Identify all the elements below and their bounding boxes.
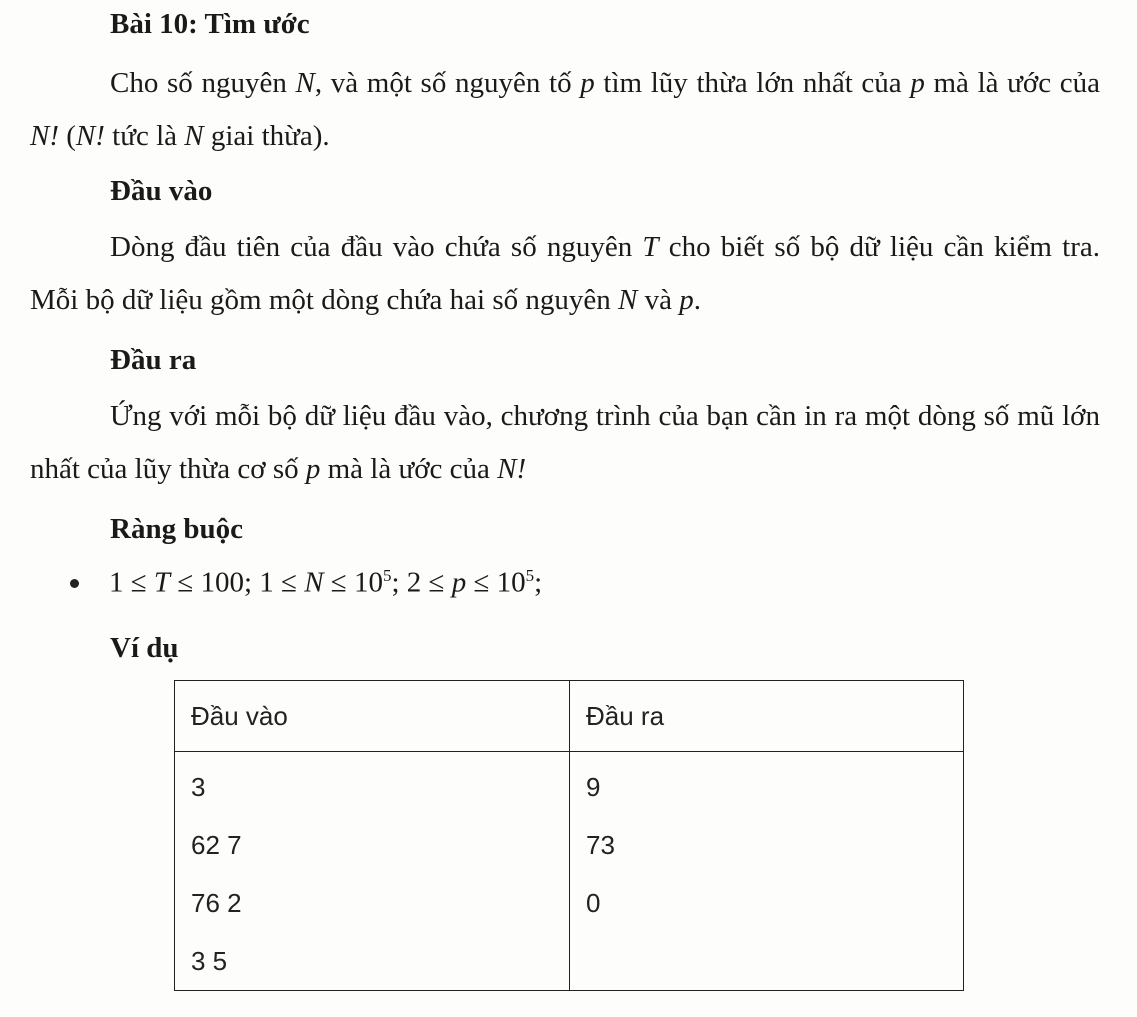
table-row (175, 752, 964, 817)
input-heading: Đầu vào (110, 175, 213, 207)
output-cell: 73 (570, 816, 964, 874)
example-heading: Ví dụ (110, 632, 179, 664)
constraints-list-item: 1 ≤ T ≤ 100; $1 \le N \le 10^5$; $2 \le p \le 10^5$; (70, 566, 542, 600)
input-column-header: Đầu vào (175, 681, 570, 752)
problem-title: Bài 10: Tìm ước (110, 8, 310, 40)
output-cell (570, 932, 964, 991)
input-cell: 76 2 (175, 874, 570, 932)
bullet-icon (70, 579, 79, 588)
input-cell: 3 (175, 752, 570, 817)
table-row (175, 816, 964, 874)
output-cell: 9 (570, 752, 964, 817)
table-row (175, 932, 964, 991)
example-table (174, 680, 964, 991)
constraints-heading: Ràng buộc (110, 513, 243, 545)
table-row (175, 874, 964, 932)
output-description: Ứng với mỗi bộ dữ liệu đầu vào, chương trình của bạn cần in ra một dòng số mũ lớn nhất của lũy thừa cơ số p mà là ước của N! (30, 400, 1100, 485)
problem-statement: Cho số nguyên N, và một số nguyên tố p tìm lũy thừa lớn nhất của p mà là ước của N! (N! tức là N giai thừa). (30, 67, 1100, 152)
output-heading: Đầu ra (110, 344, 197, 376)
input-description: Dòng đầu tiên của đầu vào chứa số nguyên T cho biết số bộ dữ liệu cần kiểm tra. Mỗi bộ dữ liệu gồm một dòng chứa hai số nguyên N và p. (30, 231, 1100, 316)
output-cell: 0 (570, 874, 964, 932)
table-header-row (175, 681, 964, 752)
input-cell: 62 7 (175, 816, 570, 874)
output-column-header: Đầu ra (570, 681, 964, 752)
input-cell: 3 5 (175, 932, 570, 991)
